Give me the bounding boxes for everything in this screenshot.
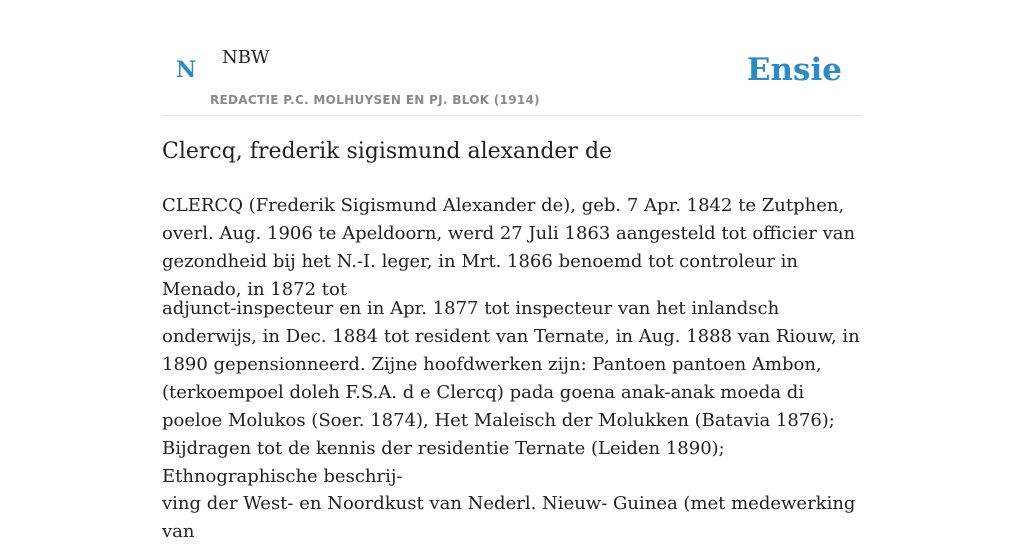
article-paragraph: CLERCQ (Frederik Sigismund Alexander de), geb. 7 Apr. 1842 te Zutphen, overl. Aug. 1906 te Apeldoorn, werd 27 Juli 1863 aangesteld tot officier van gezondheid bij het N.-I. leger, in Mrt. 1866 benoemd tot controleur in Menado, in 1872 tot: [162, 195, 856, 300]
header: [162, 40, 862, 116]
source-editors: REDACTIE P.C. MOLHUYSEN EN PJ. BLOK (1914): [210, 93, 540, 107]
brand-logo[interactable]: Ensie: [746, 52, 842, 88]
article-title: Clercq, frederik sigismund alexander de: [162, 139, 613, 164]
article-paragraph: adjunct-inspecteur en in Apr. 1877 tot inspecteur van het inlandsch onderwijs, in Dec. 1884 tot resident van Ternate, in Aug. 1888 van Riouw, in 1890 gepensionneerd. Zijne hoofdwerken zijn: Pantoen pantoen Ambon, (terkoempoel doleh F.S.A. d e Clercq) pada goena anak-anak moeda di poeloe Molukos (Soer. 1874), Het Maleisch der Molukken (Batavia 1876); Bijdragen tot de kennis der residentie Ternate (Leiden 1890); Ethnographische beschrij-: [162, 298, 860, 487]
article-paragraph: ving der West- en Noordkust van Nederl. Nieuw- Guinea (met medewerking van: [162, 493, 856, 542]
source-name[interactable]: NBW: [222, 47, 270, 68]
source-logo[interactable]: N: [176, 57, 197, 83]
